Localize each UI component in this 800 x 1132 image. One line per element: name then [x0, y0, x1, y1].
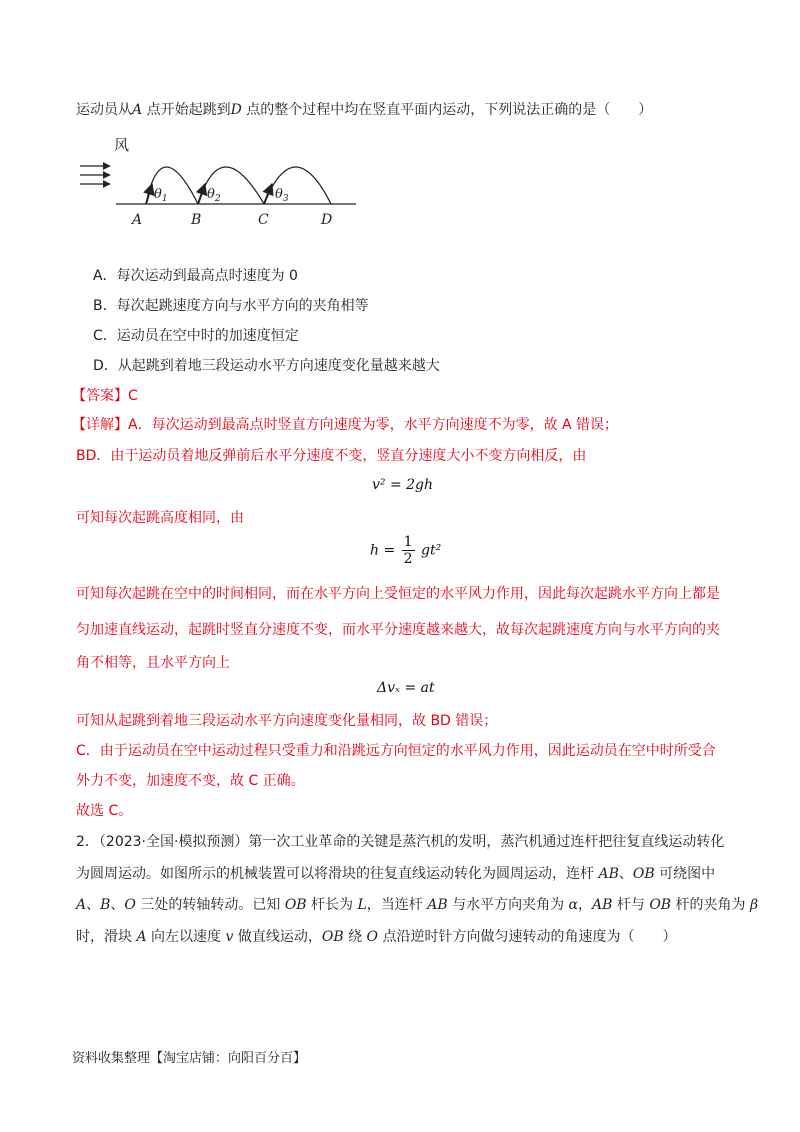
detail-line-2: BD．由于运动员着地反弹前后水平分速度不变，竖直分速度大小不变方向相反，由 [76, 448, 587, 464]
question-2-line-4: 时，滑块 A 向左以速度 v 做直线运动，OB 绕 O 点沿逆时针方向做匀速转动的角速度为（ ） [76, 929, 677, 945]
velocity-arrow-3 [264, 184, 272, 204]
point-label-a: A [132, 212, 143, 228]
detail-label: 【详解】 [72, 417, 128, 433]
angle-label-1: $\theta_1$ [154, 187, 168, 204]
point-label-d: D [321, 212, 333, 228]
velocity-arrow-1 [146, 184, 152, 204]
detail-line-7: 可知从起跳到着地三段运动水平方向速度变化量相同，故 BD 错误； [76, 713, 498, 729]
detail-line-1: 【详解】A．每次运动到最高点时竖直方向速度为零，水平方向速度不为零，故 A 错误； [72, 417, 619, 433]
answer-label: 【答案】 [72, 388, 128, 404]
detail-line-6: 角不相等，且水平方向上 [76, 655, 230, 671]
point-a-label: A [132, 102, 143, 118]
equation-2: h = $\frac{1}{2}$ gt² [370, 534, 442, 567]
option-a: A．每次运动到最高点时速度为 0 [93, 268, 298, 284]
answer-value: C [128, 388, 138, 404]
point-d-label: D [230, 102, 242, 118]
wind-label: 风 [114, 136, 130, 154]
detail-line-10: 故选 C。 [76, 803, 133, 819]
question-intro: 运动员从A 点开始起跳到D 点的整个过程中均在竖直平面内运动，下列说法正确的是（ ） [76, 102, 653, 118]
question-2-line-3: A、B、O 三处的转轴转动。已知 OB 杆长为 L，当连杆 AB 与水平方向夹角为 α，AB 杆与 OB 杆的夹角为 β [76, 897, 759, 913]
angle-label-3: $\theta_3$ [275, 187, 289, 204]
detail-line-4: 可知每次起跳在空中的时间相同，而在水平方向上受恒定的水平风力作用，因此每次起跳水平方向上都是 [76, 586, 720, 602]
detail-line-9: 外力不变，加速度不变，故 C 正确。 [76, 773, 305, 789]
point-label-c: C [258, 212, 269, 228]
answer [72, 386, 138, 406]
question-2-line-2: 为圆周运动。如图所示的机械装置可以将滑块的往复直线运动转化为圆周运动，连杆 AB、OB 可绕图中 [76, 866, 716, 882]
detail-line-5: 匀加速直线运动，起跳时竖直分速度不变，而水平分速度越来越大，故每次起跳速度方向与水平方向的夹 [76, 622, 720, 638]
fraction-half: $\frac{1}{2}$ [403, 534, 413, 567]
equation-3: Δvₓ = at [377, 680, 435, 696]
velocity-arrow-2 [198, 184, 205, 204]
footer: 资料收集整理【淘宝店铺：向阳百分百】 [72, 1051, 307, 1066]
jump-diagram [76, 134, 366, 234]
point-label-b: B [191, 212, 202, 228]
angle-label-2: $\theta_2$ [207, 187, 221, 204]
question-2-line-1: 2．（2023·全国·模拟预测）第一次工业革命的关键是蒸汽机的发明，蒸汽机通过连杆把往复直线运动转化 [76, 834, 725, 850]
detail-line-3: 可知每次起跳高度相同，由 [76, 510, 244, 526]
equation-1: v² = 2gh [372, 477, 434, 493]
option-d: D．从起跳到着地三段运动水平方向速度变化量越来越大 [93, 358, 440, 374]
option-b: B．每次起跳速度方向与水平方向的夹角相等 [93, 298, 369, 314]
detail-line-8: C．由于运动员在空中运动过程只受重力和沿跳远方向恒定的水平风力作用，因此运动员在空中时所受合 [76, 743, 716, 759]
option-c: C．运动员在空中时的加速度恒定 [93, 328, 299, 344]
